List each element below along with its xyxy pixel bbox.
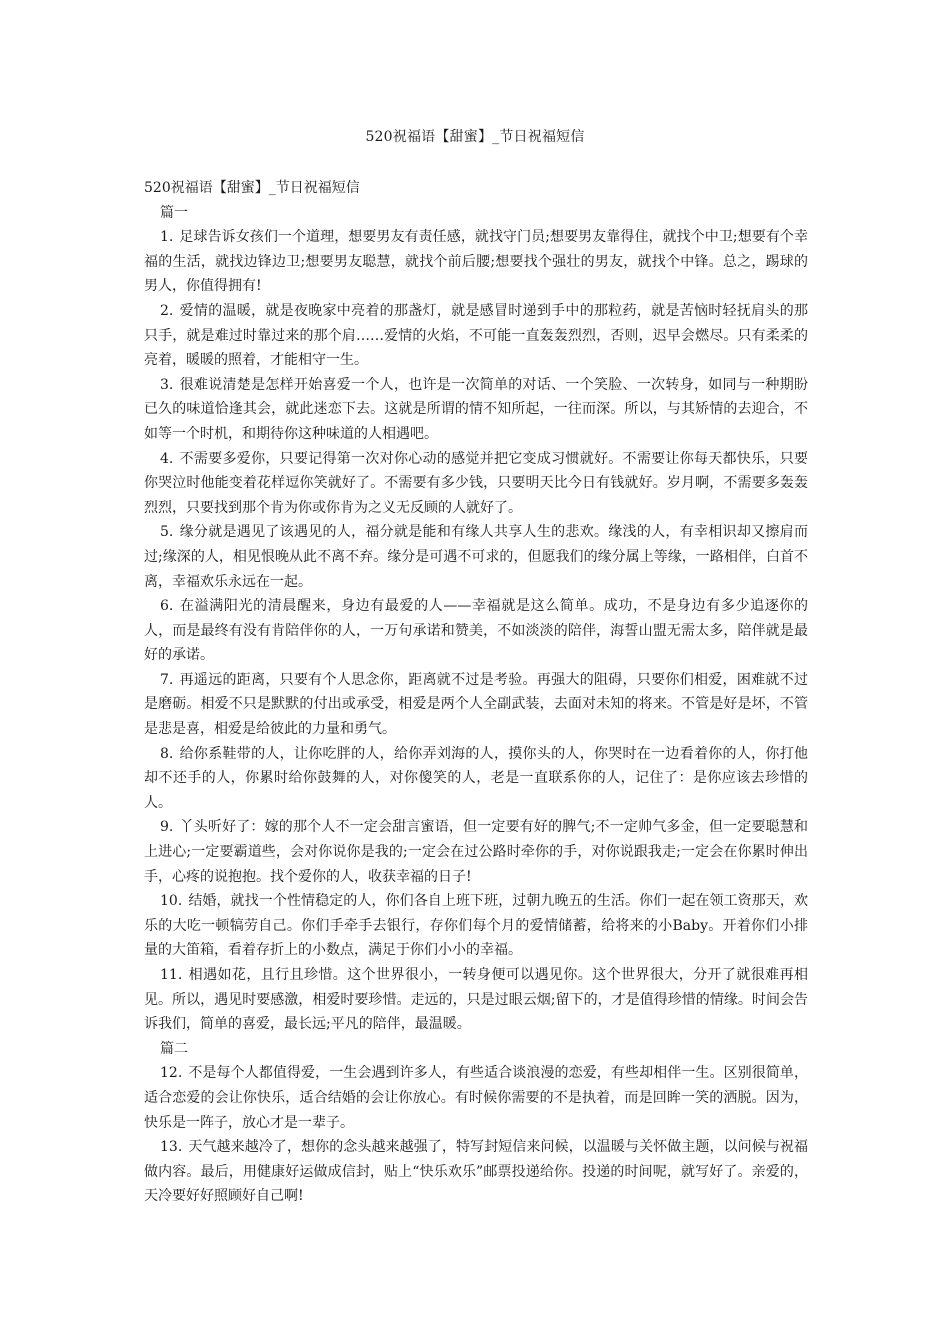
paragraph xyxy=(144,889,808,963)
paragraph-number: 6. xyxy=(160,598,174,615)
paragraph xyxy=(144,520,808,594)
paragraph-text: 结婚，就找一个性情稳定的人，你们各自上班下班，过朝九晚五的生活。你们一起在领工资那天，欢乐的大吃一顿犒劳自己。你们手牵手去银行，存你们每个月的爱情储蓄，给将来的小Baby。开着你们小排量的大笛箱，看着存折上的小数点，满足于你们小小的幸福。 xyxy=(144,893,808,959)
document-subtitle: 520祝福语【甜蜜】_节日祝福短信 xyxy=(144,180,360,196)
paragraph-number: 12. xyxy=(160,1065,183,1082)
paragraph xyxy=(144,963,808,1037)
paragraph-text: 在溢满阳光的清晨醒来，身边有最爱的人——幸福就是这么简单。成功，不是身边有多少追逐你的人，而是最终有没有肯陪伴你的人，一万句承诺和赞美，不如淡淡的陪伴，海誓山盟无需太多，陪伴就是最好的承诺。 xyxy=(144,598,808,664)
paragraph-text: 丫头听好了：嫁的那个人不一定会甜言蜜语，但一定要有好的脾气;不一定帅气多金，但一定要聪慧和上进心;一定要霸道些，会对你说你是我的;一定会在过公路时牵你的手，对你说跟我走;一定会在你累时伸出手，心疼的说抱抱。找个爱你的人，收获幸福的日子! xyxy=(144,819,808,885)
paragraph-number: 4. xyxy=(160,450,174,467)
document-body xyxy=(144,176,808,1209)
paragraph-number: 9. xyxy=(160,819,174,836)
paragraph-text: 足球告诉女孩们一个道理，想要男友有责任感，就找守门员;想要男友靠得住，就找个中卫;想要有个幸福的生活，就找边锋边卫;想要男友聪慧，就找个前后腰;想要找个强壮的男友，就找个中锋。总之，踢球的男人，你值得拥有! xyxy=(144,229,808,295)
paragraph-number: 13. xyxy=(160,1139,183,1156)
paragraph-text: 给你系鞋带的人，让你吃胖的人，给你弄刘海的人，摸你头的人，你哭时在一边看着你的人，你打他却不还手的人，你累时给你鼓舞的人，对你傻笑的人，老是一直联系你的人，记住了：是你应该去珍惜的人。 xyxy=(144,745,808,811)
paragraph-text: 不是每个人都值得爱，一生会遇到许多人，有些适合谈浪漫的恋爱，有些却相伴一生。区别很简单，适合恋爱的会让你快乐，适合结婚的会让你放心。有时候你需要的不是执着，而是回眸一笑的洒脱。因为，快乐是一阵子，放心才是一辈子。 xyxy=(144,1065,808,1131)
paragraph-number: 8. xyxy=(160,745,174,762)
paragraph xyxy=(144,1135,808,1209)
paragraph-number: 1. xyxy=(160,229,174,246)
paragraph-text: 再遥远的距离，只要有个人思念你，距离就不过是考验。再强大的阻碍，只要你们相爱，困难就不过是磨砺。相爱不只是默默的付出或承受，相爱是两个人全副武装，去面对未知的将来。不管是好是坏，不管是悲是喜，相爱是给彼此的力量和勇气。 xyxy=(144,671,808,738)
paragraph xyxy=(144,373,808,447)
paragraph-text: 缘分就是遇见了该遇见的人，福分就是能和有缘人共享人生的悲欢。缘浅的人，有幸相识却又擦肩而过;缘深的人，相见恨晚从此不离不弃。缘分是可遇不可求的，但愿我们的缘分属上等缘，一路相伴，白首不离，幸福欢乐永远在一起。 xyxy=(144,524,808,590)
paragraph xyxy=(144,447,808,521)
paragraph xyxy=(144,594,808,668)
paragraph xyxy=(144,225,808,299)
paragraph xyxy=(144,299,808,373)
paragraph-text: 爱情的温暖，就是夜晚家中亮着的那盏灯，就是感冒时递到手中的那粒药，就是苦恼时轻抚肩头的那只手，就是难过时靠过来的那个肩……爱情的火焰，不可能一直轰轰烈烈，否则，迟早会燃尽。只有柔柔的亮着，暖暖的照着，才能相守一生。 xyxy=(144,302,808,369)
paragraph xyxy=(144,668,808,742)
paragraph-text: 很难说清楚是怎样开始喜爱一个人，也许是一次简单的对话、一个笑脸、一次转身，如同与一种期盼已久的味道恰逢其会，就此迷恋下去。这就是所谓的情不知所起，一往而深。所以，与其矫情的去迎合，不如等一个时机，和期待你这种味道的人相遇吧。 xyxy=(144,376,808,442)
paragraph xyxy=(144,1061,808,1135)
paragraph xyxy=(144,742,808,816)
paragraph-text: 相遇如花，且行且珍惜。这个世界很小，一转身便可以遇见你。这个世界很大，分开了就很难再相见。所以，遇见时要感激，相爱时要珍惜。走远的，只是过眼云烟;留下的，才是值得珍惜的情缘。时间会告诉我们，简单的喜爱，最长远;平凡的陪伴，最温暖。 xyxy=(144,967,808,1033)
paragraph-text: 天气越来越冷了，想你的念头越来越强了，特写封短信来问候，以温暖与关怀做主题，以问候与祝福做内容。最后，用健康好运做成信封，贴上“快乐欢乐”邮票投递给你。投递的时间呢，就写好了。亲爱的，天冷要好好照顾好自己啊! xyxy=(144,1139,808,1205)
paragraph-number: 10. xyxy=(160,893,183,910)
paragraph-number: 3. xyxy=(160,376,174,393)
paragraph-number: 2. xyxy=(160,302,174,319)
section-label-1: 篇一 xyxy=(160,204,188,221)
section-label-2: 篇二 xyxy=(160,1040,188,1057)
document-title: 520祝福语【甜蜜】_节日祝福短信 xyxy=(365,129,585,145)
paragraph-number: 7. xyxy=(160,671,174,688)
paragraph-number: 11. xyxy=(160,967,183,983)
paragraph xyxy=(144,815,808,889)
paragraph-number: 5. xyxy=(160,524,174,541)
paragraph-text: 不需要多爱你，只要记得第一次对你心动的感觉并把它变成习惯就好。不需要让你每天都快乐，只要你哭泣时他能变着花样逗你笑就好了。不需要有多少钱，只要明天比今日有钱就好。岁月啊，不需要多轰轰烈烈，只要找到那个肯为你或你肯为之义无反顾的人就好了。 xyxy=(144,450,808,516)
